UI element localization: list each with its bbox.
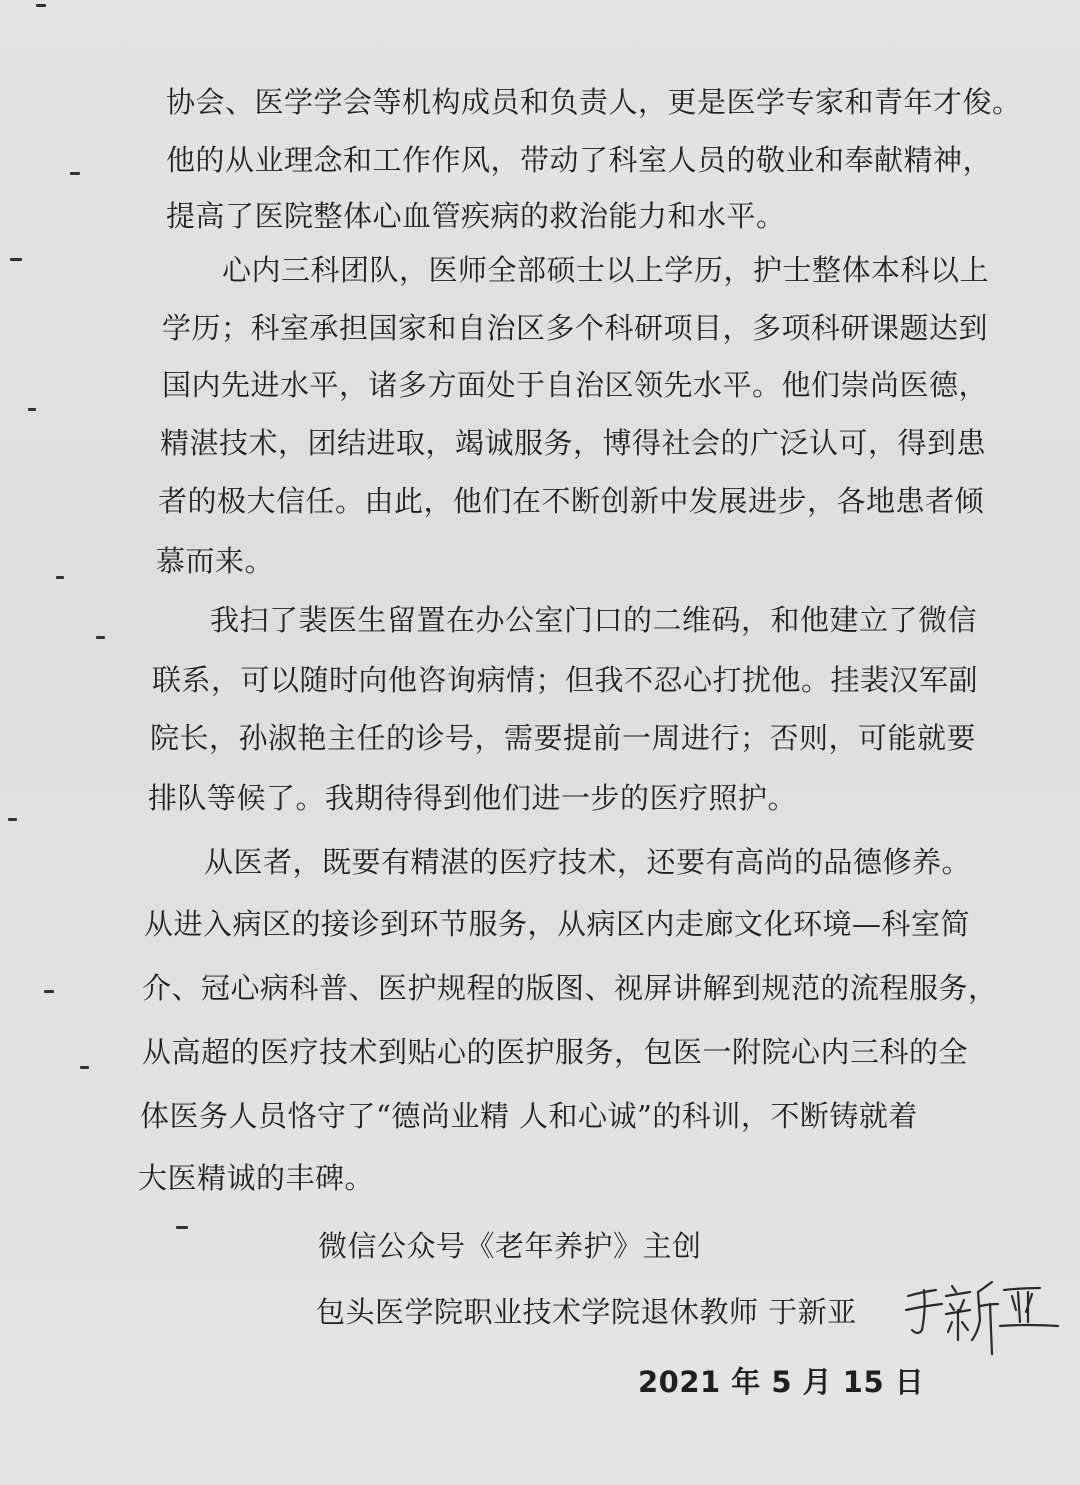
margin-mark	[36, 4, 46, 7]
body-line: 院长，孙淑艳主任的诊号，需要提前一周进行；否则，可能就要	[150, 721, 977, 755]
margin-mark	[56, 576, 64, 579]
body-line: 体医务人员恪守了“德尚业精 人和心诚”的科训，不断铸就着	[140, 1099, 918, 1133]
margin-mark	[28, 408, 36, 411]
body-line: 从高超的医疗技术到贴心的医护服务，包医一附院心内三科的全	[142, 1035, 969, 1069]
margin-mark	[80, 1066, 89, 1069]
handwritten-signature	[900, 1270, 1060, 1360]
body-line: 介、冠心病科普、医护规程的版图、视屏讲解到规范的流程服务，	[142, 971, 998, 1005]
margin-mark	[70, 172, 80, 175]
margin-mark	[176, 1226, 188, 1229]
author-title: 微信公众号《老年养护》主创	[318, 1229, 702, 1263]
body-line: 从进入病区的接诊到环节服务，从病区内走廊文化环境—科室简	[144, 907, 971, 941]
body-line: 国内先进水平，诸多方面处于自治区领先水平。他们崇尚医德，	[162, 368, 989, 402]
margin-mark	[96, 636, 105, 639]
body-line: 联系，可以随时向他咨询病情；但我不忍心打扰他。挂裴汉军副	[152, 663, 979, 697]
document-date: 2021 年 5 月 15 日	[638, 1365, 925, 1399]
body-line: 者的极大信任。由此，他们在不断创新中发展进步，各地患者倾	[158, 484, 985, 518]
body-line: 慕而来。	[156, 544, 275, 578]
body-line: 大医精诚的丰碑。	[138, 1161, 375, 1195]
body-line: 协会、医学学会等机构成员和负责人，更是医学专家和青年才俊。	[166, 85, 1022, 119]
author-affiliation: 包头医学院职业技术学院退休教师 于新亚	[316, 1295, 857, 1329]
margin-mark	[8, 818, 17, 821]
body-line: 精湛技术，团结进取，竭诚服务，博得社会的广泛认可，得到患	[160, 426, 987, 460]
body-line: 学历；科室承担国家和自治区多个科研项目，多项科研课题达到	[162, 311, 989, 345]
body-line: 他的从业理念和工作作风，带动了科室人员的敬业和奉献精神，	[166, 143, 993, 177]
margin-mark	[44, 990, 54, 993]
body-line: 提高了医院整体心血管疾病的救治能力和水平。	[166, 199, 786, 233]
body-line: 心内三科团队，医师全部硕士以上学历，护士整体本科以上	[222, 253, 990, 287]
body-line: 我扫了裴医生留置在办公室门口的二维码，和他建立了微信	[210, 603, 978, 637]
body-line: 从医者，既要有精湛的医疗技术，还要有高尚的品德修养。	[204, 845, 972, 879]
body-line: 排队等候了。我期待得到他们进一步的医疗照护。	[148, 781, 798, 815]
margin-mark	[10, 258, 22, 261]
